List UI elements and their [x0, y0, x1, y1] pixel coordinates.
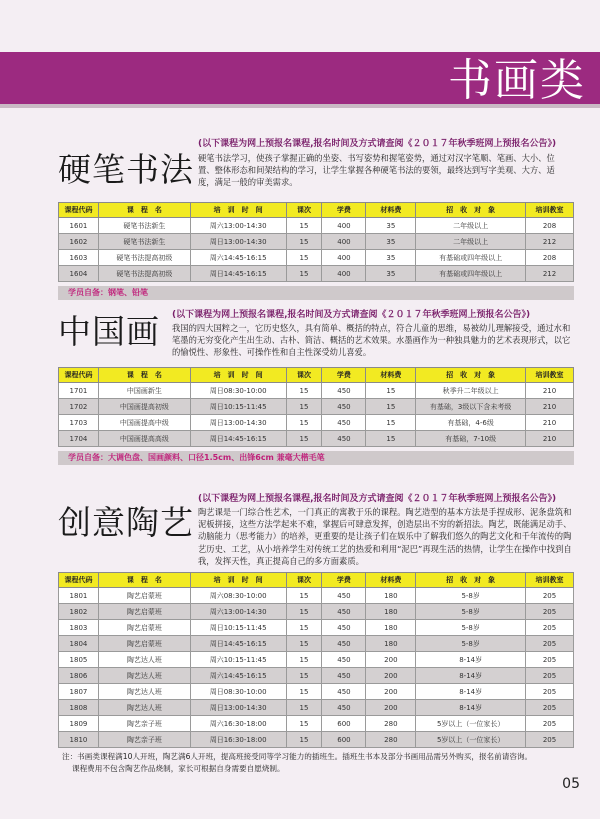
table-cell: 205	[526, 668, 574, 684]
table-cell: 15	[286, 652, 322, 668]
table-cell: 15	[286, 668, 322, 684]
table-cell: 有基础，3级以下含未考级	[416, 399, 526, 415]
table-cell: 陶艺达人班	[98, 652, 190, 668]
table-cell: 1704	[59, 431, 99, 447]
section-desc-chinese-painting: 我国的四大国粹之一，它历史悠久，具有简单、概括的特点，符合儿童的思维，易被幼儿理解接受，通过水和笔墨的无穷变化产生出生动、古朴、简洁、概括的艺术效果。水墨画作为一种独具魅力的艺术表现形式，以它的愉悦性、形象性、可操作性和自主性深受幼儿喜爱。	[172, 323, 571, 358]
table-cell: 8-14岁	[416, 652, 526, 668]
table-cell: 1703	[59, 415, 99, 431]
table-cell: 200	[366, 668, 416, 684]
table-cell: 5-8岁	[416, 588, 526, 604]
table-cell: 15	[286, 636, 322, 652]
table-cell: 中国画提高中级	[98, 415, 190, 431]
table-cell: 15	[286, 684, 322, 700]
page-number: 05	[562, 776, 580, 792]
table-cell: 陶艺启蒙班	[98, 636, 190, 652]
table-cell: 有基础或四年级以上	[416, 250, 526, 266]
table-cell: 15	[286, 234, 322, 250]
table-cell: 陶艺亲子班	[98, 732, 190, 748]
table-cell: 212	[526, 234, 574, 250]
table-cell: 周六13:00-14:30	[190, 604, 286, 620]
table-cell: 35	[366, 218, 416, 234]
table-row	[59, 266, 574, 282]
table-cell: 15	[286, 732, 322, 748]
table-cell: 205	[526, 700, 574, 716]
table-cell: 硬笔书法新生	[98, 218, 190, 234]
table-cell: 周日14:45-16:15	[190, 431, 286, 447]
column-header: 课程代码	[59, 203, 99, 218]
table-cell: 周六14:45-16:15	[190, 250, 286, 266]
table-cell: 400	[322, 250, 366, 266]
table-cell: 15	[286, 399, 322, 415]
table-header-row	[59, 368, 574, 383]
table-cell: 周日13:00-14:30	[190, 415, 286, 431]
table-cell: 200	[366, 652, 416, 668]
table-cell: 5岁以上（一位家长）	[416, 732, 526, 748]
table-cell: 400	[322, 266, 366, 282]
table-row	[59, 383, 574, 399]
table-cell: 450	[322, 668, 366, 684]
table-cell: 5-8岁	[416, 620, 526, 636]
table-row	[59, 716, 574, 732]
table-row	[59, 250, 574, 266]
table-cell: 周六08:30-10:00	[190, 588, 286, 604]
table-row	[59, 700, 574, 716]
column-header: 课次	[286, 368, 322, 383]
table-cell: 450	[322, 652, 366, 668]
table-cell: 有基础，4-6级	[416, 415, 526, 431]
table-cell: 35	[366, 266, 416, 282]
table-cell: 450	[322, 431, 366, 447]
table-row	[59, 684, 574, 700]
table-cell: 1604	[59, 266, 99, 282]
column-header: 招 收 对 象	[416, 573, 526, 588]
table-cell: 450	[322, 399, 366, 415]
table-row	[59, 604, 574, 620]
table-cell: 15	[286, 266, 322, 282]
column-header: 课程代码	[59, 573, 99, 588]
course-table-calligraphy	[58, 202, 574, 282]
column-header: 招 收 对 象	[416, 368, 526, 383]
table-cell: 205	[526, 652, 574, 668]
table-cell: 陶艺启蒙班	[98, 604, 190, 620]
table-cell: 硬笔书法提高初级	[98, 266, 190, 282]
table-cell: 1601	[59, 218, 99, 234]
table-cell: 600	[322, 732, 366, 748]
table-cell: 35	[366, 250, 416, 266]
table-cell: 15	[286, 588, 322, 604]
table-cell: 450	[322, 588, 366, 604]
section-desc-calligraphy: 硬笔书法学习，使孩子掌握正确的坐姿、书写姿势和握笔姿势，通过对汉字笔顺、笔画、大小、位置、整体形态和间架结构的学习，让学生掌握各种硬笔书法的要领，最终达到写字美观、大方、适度，满足一般的审美需求。	[198, 153, 555, 188]
section-notice-pottery: (以下课程为网上预报名课程,报名时间及方式请查阅《２０１７年秋季班网上预报名公告》)	[198, 494, 557, 504]
table-cell: 1807	[59, 684, 99, 700]
table-cell: 陶艺亲子班	[98, 716, 190, 732]
table-cell: 15	[286, 604, 322, 620]
table-cell: 周六10:15-11:45	[190, 652, 286, 668]
column-header: 学费	[322, 203, 366, 218]
table-row	[59, 636, 574, 652]
page-category-title: 书画类	[448, 55, 586, 106]
table-cell: 15	[286, 620, 322, 636]
table-cell: 陶艺达人班	[98, 684, 190, 700]
table-cell: 208	[526, 218, 574, 234]
table-row	[59, 652, 574, 668]
table-cell: 15	[286, 431, 322, 447]
table-cell: 600	[322, 716, 366, 732]
table-cell: 周六16:30-18:00	[190, 716, 286, 732]
table-cell: 1603	[59, 250, 99, 266]
table-cell: 1701	[59, 383, 99, 399]
supplies-note-calligraphy: 学员自备：钢笔、铅笔	[58, 286, 574, 300]
table-cell: 15	[286, 415, 322, 431]
table-cell: 1805	[59, 652, 99, 668]
table-cell: 秋季升二年级以上	[416, 383, 526, 399]
table-cell: 15	[286, 700, 322, 716]
table-cell: 5-8岁	[416, 604, 526, 620]
table-cell: 周日13:00-14:30	[190, 700, 286, 716]
table-cell: 400	[322, 218, 366, 234]
table-cell: 1806	[59, 668, 99, 684]
column-header: 培训教室	[526, 573, 574, 588]
table-row	[59, 588, 574, 604]
table-cell: 205	[526, 732, 574, 748]
table-cell: 周日13:00-14:30	[190, 234, 286, 250]
table-cell: 450	[322, 415, 366, 431]
section-title-chinese-painting: 中国画	[58, 312, 160, 351]
table-cell: 210	[526, 415, 574, 431]
column-header: 课程代码	[59, 368, 99, 383]
table-cell: 15	[286, 250, 322, 266]
table-cell: 205	[526, 588, 574, 604]
table-cell: 1810	[59, 732, 99, 748]
table-cell: 二年级以上	[416, 234, 526, 250]
table-cell: 450	[322, 604, 366, 620]
table-cell: 210	[526, 383, 574, 399]
column-header: 材料费	[366, 573, 416, 588]
table-cell: 180	[366, 604, 416, 620]
column-header: 培 训 时 间	[190, 203, 286, 218]
table-cell: 5-8岁	[416, 636, 526, 652]
table-cell: 15	[366, 383, 416, 399]
table-cell: 8-14岁	[416, 668, 526, 684]
table-cell: 15	[366, 415, 416, 431]
table-cell: 1809	[59, 716, 99, 732]
column-header: 课 程 名	[98, 203, 190, 218]
table-cell: 周日10:15-11:45	[190, 399, 286, 415]
table-row	[59, 431, 574, 447]
table-cell: 180	[366, 636, 416, 652]
table-cell: 周六14:45-16:15	[190, 668, 286, 684]
table-cell: 周日10:15-11:45	[190, 620, 286, 636]
table-row	[59, 668, 574, 684]
table-cell: 400	[322, 234, 366, 250]
table-cell: 180	[366, 588, 416, 604]
table-cell: 280	[366, 716, 416, 732]
table-cell: 1602	[59, 234, 99, 250]
section-notice-chinese-painting: (以下课程为网上预报名课程,报名时间及方式请查阅《２０１７年秋季班网上预报名公告》)	[172, 310, 531, 320]
column-header: 培训教室	[526, 368, 574, 383]
table-cell: 15	[366, 399, 416, 415]
table-cell: 280	[366, 732, 416, 748]
table-cell: 15	[366, 431, 416, 447]
table-header-row	[59, 203, 574, 218]
table-cell: 205	[526, 604, 574, 620]
column-header: 课 程 名	[98, 573, 190, 588]
table-cell: 450	[322, 684, 366, 700]
table-row	[59, 399, 574, 415]
table-cell: 205	[526, 716, 574, 732]
table-cell: 陶艺启蒙班	[98, 588, 190, 604]
supplies-note-chinese-painting: 学员自备：大调色盘、国画颜料、口径1.5cm、出锋6cm 兼毫大楷毛笔	[58, 451, 574, 465]
column-header: 培训教室	[526, 203, 574, 218]
column-header: 招 收 对 象	[416, 203, 526, 218]
column-header: 材料费	[366, 203, 416, 218]
course-table-chinese-painting	[58, 367, 574, 447]
table-cell: 中国画提高初级	[98, 399, 190, 415]
course-table-pottery	[58, 572, 574, 748]
table-cell: 中国画提高高级	[98, 431, 190, 447]
table-cell: 1808	[59, 700, 99, 716]
table-cell: 周日08:30-10:00	[190, 684, 286, 700]
table-cell: 1803	[59, 620, 99, 636]
table-cell: 450	[322, 383, 366, 399]
table-cell: 有基础或四年级以上	[416, 266, 526, 282]
table-cell: 210	[526, 399, 574, 415]
section-desc-pottery: 陶艺课是一门综合性艺术，一门真正的寓教于乐的课程。陶艺造型的基本方法是手捏成形、泥条盘筑和泥板拼接，这些方法学起来不难，掌握后可肆意发挥，创造层出不穷的新招法。陶艺，既能满足动手、动脑能力（思考能力）的培养，更重要的是让孩子们在娱乐中了解我们悠久的陶艺文化和千年流传的陶艺历史、工艺，从小培养学生对传统工艺的热爱和利用“泥巴”再现生活的热情，让学生在操作中找到自我，发挥天性，真正提高自己的多方面素质。	[198, 507, 572, 566]
table-row	[59, 234, 574, 250]
table-cell: 210	[526, 431, 574, 447]
table-cell: 8-14岁	[416, 700, 526, 716]
table-cell: 周日14:45-16:15	[190, 636, 286, 652]
table-cell: 205	[526, 684, 574, 700]
table-cell: 1804	[59, 636, 99, 652]
table-cell: 周日14:45-16:15	[190, 266, 286, 282]
table-cell: 二年级以上	[416, 218, 526, 234]
column-header: 课 程 名	[98, 368, 190, 383]
table-cell: 1702	[59, 399, 99, 415]
table-header-row	[59, 573, 574, 588]
table-row	[59, 415, 574, 431]
table-cell: 450	[322, 620, 366, 636]
footnote-line-1: 注：书画类课程满10人开班，陶艺满6人开班，提高班接受同等学习能力的插班生。插班生书本及部分书画用品需另外购买，报名前请咨询。	[62, 752, 533, 761]
table-cell: 有基础，7-10级	[416, 431, 526, 447]
table-cell: 硬笔书法新生	[98, 234, 190, 250]
table-cell: 5岁以上（一位家长）	[416, 716, 526, 732]
table-cell: 205	[526, 620, 574, 636]
table-cell: 200	[366, 700, 416, 716]
table-cell: 1802	[59, 604, 99, 620]
table-cell: 陶艺达人班	[98, 700, 190, 716]
table-cell: 15	[286, 383, 322, 399]
table-cell: 陶艺启蒙班	[98, 620, 190, 636]
column-header: 学费	[322, 368, 366, 383]
table-cell: 212	[526, 266, 574, 282]
column-header: 培 训 时 间	[190, 573, 286, 588]
table-cell: 中国画新生	[98, 383, 190, 399]
table-cell: 450	[322, 700, 366, 716]
table-row	[59, 732, 574, 748]
table-cell: 硬笔书法提高初级	[98, 250, 190, 266]
table-cell: 1801	[59, 588, 99, 604]
table-cell: 450	[322, 636, 366, 652]
column-header: 学费	[322, 573, 366, 588]
table-row	[59, 218, 574, 234]
section-title-pottery: 创意陶艺	[58, 503, 194, 542]
table-cell: 180	[366, 620, 416, 636]
footnote-line-2: 课程费用不包含陶艺作品烧制，家长可根据自身需要自愿烧制。	[72, 764, 285, 773]
table-cell: 205	[526, 636, 574, 652]
section-title-calligraphy: 硬笔书法	[58, 150, 194, 189]
column-header: 课次	[286, 203, 322, 218]
table-cell: 15	[286, 716, 322, 732]
table-cell: 周日16:30-18:00	[190, 732, 286, 748]
table-cell: 周日08:30-10:00	[190, 383, 286, 399]
section-notice-calligraphy: (以下课程为网上预报名课程,报名时间及方式请查阅《２０１７年秋季班网上预报名公告》)	[198, 139, 557, 149]
column-header: 培 训 时 间	[190, 368, 286, 383]
table-cell: 陶艺达人班	[98, 668, 190, 684]
table-cell: 8-14岁	[416, 684, 526, 700]
table-cell: 200	[366, 684, 416, 700]
table-row	[59, 620, 574, 636]
table-cell: 208	[526, 250, 574, 266]
table-cell: 15	[286, 218, 322, 234]
column-header: 材料费	[366, 368, 416, 383]
column-header: 课次	[286, 573, 322, 588]
table-cell: 周六13:00-14:30	[190, 218, 286, 234]
table-cell: 35	[366, 234, 416, 250]
